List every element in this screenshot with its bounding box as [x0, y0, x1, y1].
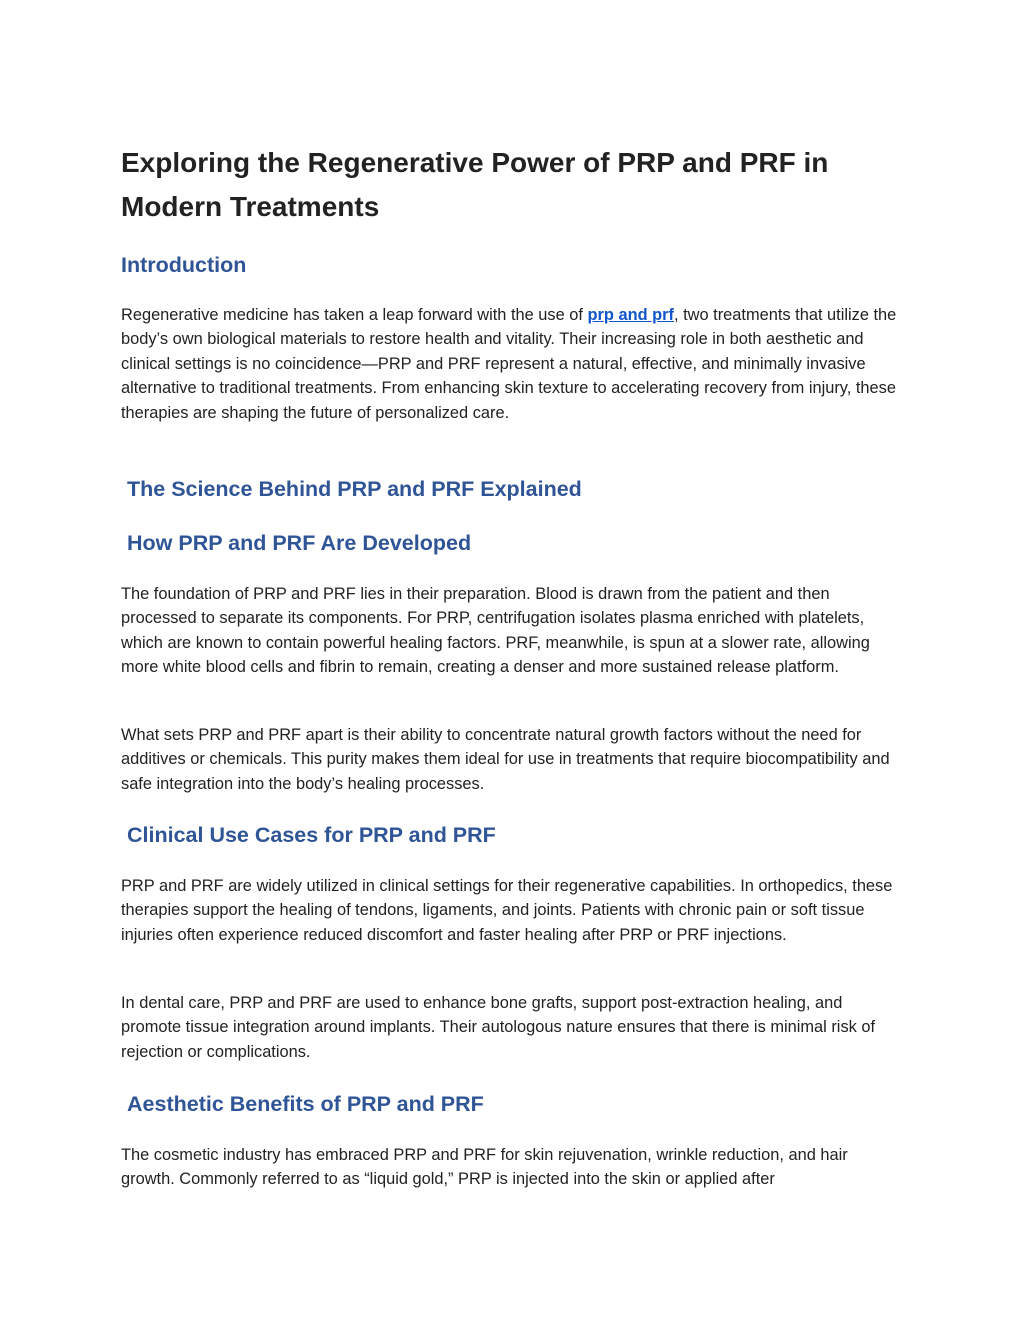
developed-paragraph-1: The foundation of PRP and PRF lies in their preparation. Blood is drawn from the patient and then processed to separate its components. For PRP, centrifugation isolates plasma enriched with platelets, which are known to contain powerful healing factors. PRF, meanwhile, is spun at a slower rate, allowing more white blood cells and fibrin to remain, creating a denser and more sustained release platform.: [121, 585, 870, 677]
intro-paragraph: [121, 303, 903, 425]
clinical-paragraph-2: In dental care, PRP and PRF are used to enhance bone grafts, support post-extraction healing, and promote tissue integration around implants. Their autologous nature ensures that there is minimal risk of rejection or complications.: [121, 994, 876, 1061]
developed-paragraph-2: What sets PRP and PRF apart is their ability to concentrate natural growth factors without the need for additives or chemicals. This purity makes them ideal for use in treatments that require biocompatibility and safe integration into the body’s healing processes.: [121, 726, 890, 793]
clinical-paragraph-1: PRP and PRF are widely utilized in clinical settings for their regenerative capabilities. In orthopedics, these therapies support the healing of tendons, ligaments, and joints. Patients with chronic pain or soft tissue injuries often experience reduced discomfort and faster healing after PRP or PRF injections.: [121, 877, 893, 944]
intro-text-before-link: Regenerative medicine has taken a leap forward with the use of: [121, 306, 588, 324]
page-title: Exploring the Regenerative Power of PRP and PRF in Modern Treatments: [121, 147, 829, 222]
aesthetic-paragraph-1: The cosmetic industry has embraced PRP and PRF for skin rejuvenation, wrinkle reduction, and hair growth. Commonly referred to as “liquid gold,” PRP is injected into the skin or applied after: [121, 1146, 848, 1189]
prp-prf-link[interactable]: prp and prf: [587, 306, 674, 324]
heading-science: The Science Behind PRP and PRF Explained: [127, 477, 582, 501]
heading-introduction: Introduction: [121, 253, 247, 277]
intro-text-after-link: , two treatments that utilize the body’s own biological materials to restore health and vitality. Their increasing role in both aesthetic and clinical settings is no coincidence—PRP and PRF represent a natural, effective, and minimally invasive alternative to traditional treatments. From enhancing skin texture to accelerating recovery from injury, these therapies are shaping the future of personalized care.: [121, 306, 897, 422]
heading-aesthetic: Aesthetic Benefits of PRP and PRF: [127, 1092, 484, 1116]
heading-developed: How PRP and PRF Are Developed: [127, 531, 472, 555]
heading-clinical: Clinical Use Cases for PRP and PRF: [127, 823, 496, 847]
